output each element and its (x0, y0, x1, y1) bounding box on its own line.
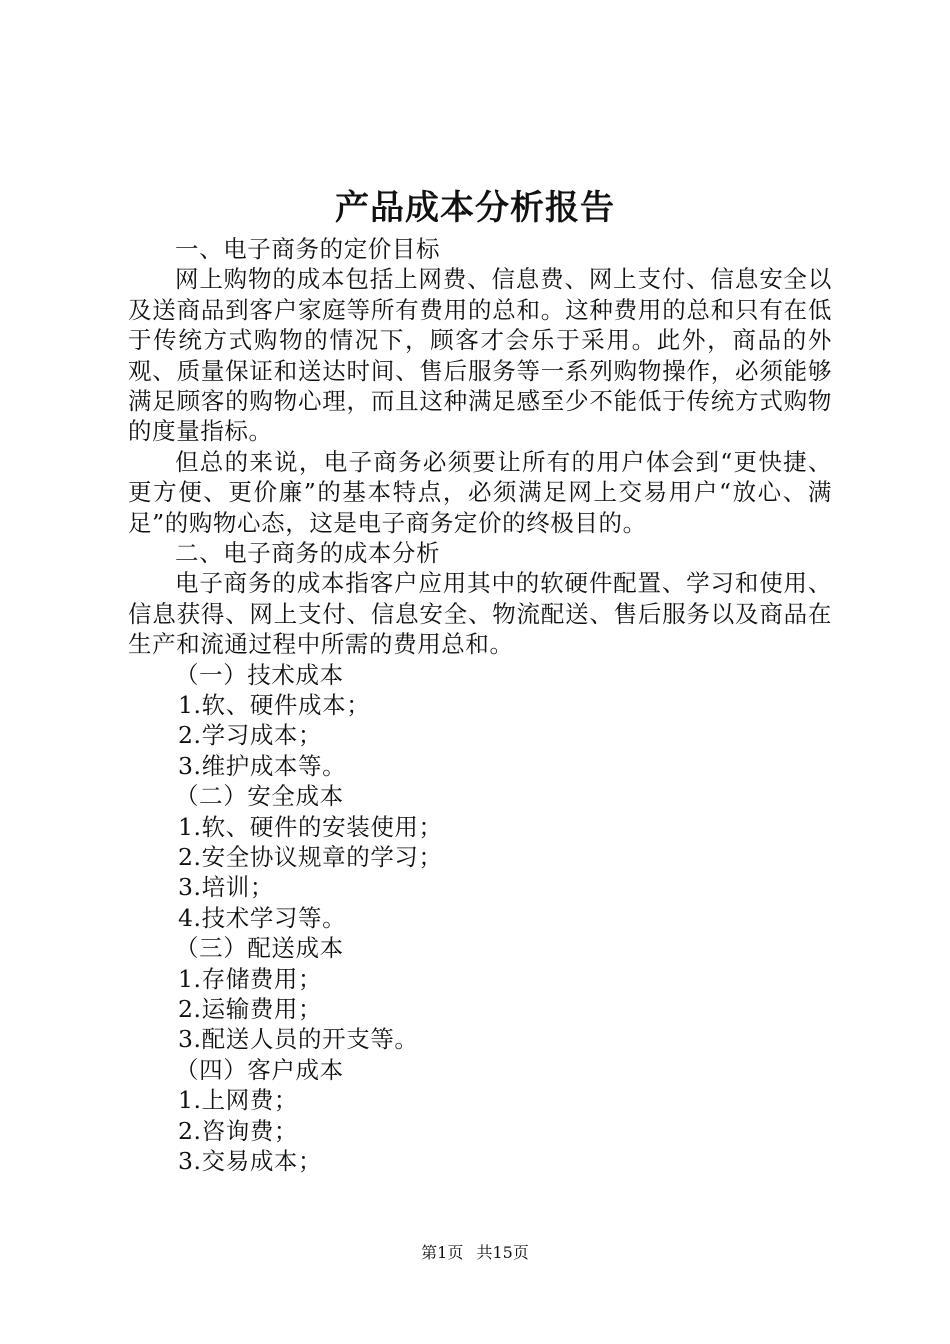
page-number: 第1页 (421, 1243, 464, 1262)
section-heading-1: 一、电子商务的定价目标 (175, 235, 441, 263)
section-heading-2: 二、电子商务的成本分析 (175, 539, 441, 568)
page-footer (0, 1242, 950, 1264)
paragraph-cost-definition: 电子商务的成本指客户应用其中的软硬件配置、学习和使用、信息获得、网上支付、信息安全、物流配送、售后服务以及商品在生产和流通过程中所需的费用总和。 (128, 569, 832, 659)
paragraph-pricing-goal: 但总的来说，电子商务必须要让所有的用户体会到“更快捷、更方便、更价廉”的基本特点，必须满足网上交易用户“放心、满足”的购物心态，这是电子商务定价的终极目的。 (128, 447, 832, 537)
document-title: 产品成本分析报告 (335, 188, 615, 228)
subsection-heading-delivery-cost: （三）配送成本 (175, 934, 344, 963)
list-item: 2.咨询费； (178, 1116, 299, 1145)
list-item: 2.运输费用； (178, 994, 323, 1023)
subsection-heading-customer-cost: （四）客户成本 (175, 1055, 344, 1084)
subsection-heading-security-cost: （二）安全成本 (175, 782, 344, 811)
document-body (128, 234, 832, 1176)
list-item: 3.交易成本； (178, 1146, 323, 1175)
list-item: 3.维护成本等。 (178, 751, 347, 780)
list-item: 1.上网费； (178, 1086, 299, 1115)
list-item: 3.配送人员的开支等。 (178, 1025, 419, 1054)
subsection-heading-tech-cost: （一）技术成本 (175, 660, 344, 689)
list-item: 1.软、硬件的安装使用； (178, 812, 443, 841)
list-item: 2.学习成本； (178, 721, 323, 750)
list-item: 2.安全协议规章的学习； (178, 843, 443, 871)
total-pages: 共15页 (476, 1243, 529, 1262)
list-item: 1.存储费用； (178, 964, 323, 993)
paragraph-pricing-costs: 网上购物的成本包括上网费、信息费、网上支付、信息安全以及送商品到客户家庭等所有费用的总和。这种费用的总和只有在低于传统方式购物的情况下，顾客才会乐于采用。此外，商品的外观、质量保证和送达时间、售后服务等一系列购物操作，必须能够满足顾客的购物心理，而且这种满足感至少不能低于传统方式购物的度量指标。 (128, 265, 832, 446)
list-item: 4.技术学习等。 (178, 903, 347, 932)
list-item: 1.软、硬件成本； (178, 691, 371, 720)
list-item: 3.培训； (178, 873, 274, 902)
